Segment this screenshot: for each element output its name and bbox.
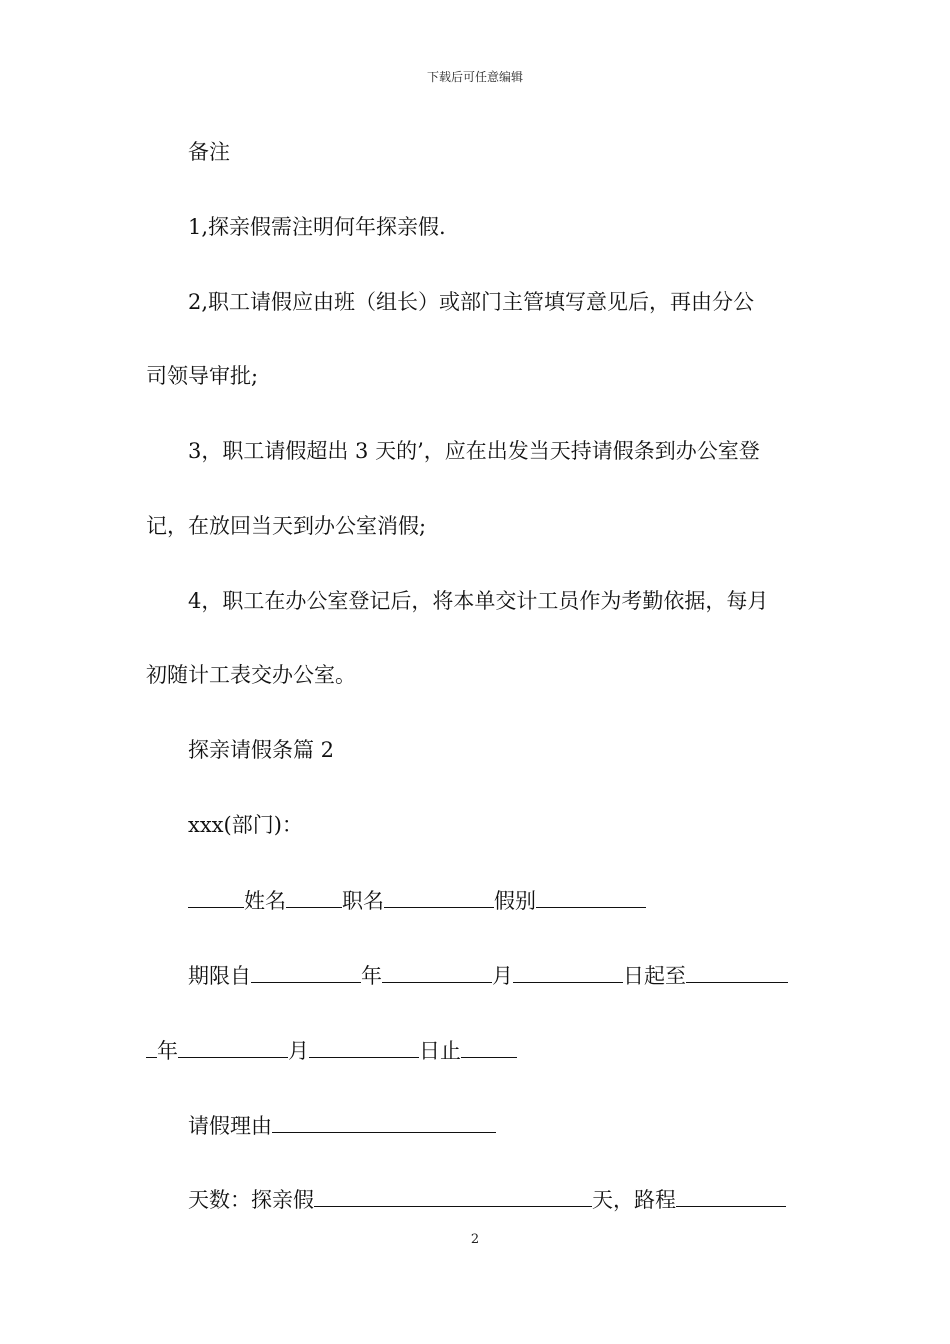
year-label: 年 xyxy=(157,1039,178,1063)
form-days-row xyxy=(188,1184,848,1214)
department-line: xxx(部门)： xyxy=(188,813,303,837)
blank-underline xyxy=(178,1035,288,1058)
note-3-line-2: 记，在放回当天到办公室消假; xyxy=(146,514,427,538)
blank-underline xyxy=(536,885,646,908)
blank-underline xyxy=(146,1035,157,1058)
blank-underline xyxy=(384,885,494,908)
leave-type-label: 假别 xyxy=(494,889,536,913)
blank-underline xyxy=(676,1184,786,1207)
form-period-row-1 xyxy=(188,960,848,990)
position-label: 职名 xyxy=(342,889,384,913)
note-3-line-1: 3，职工请假超出 3 天的’，应在出发当天持请假条到办公室登 xyxy=(188,439,760,463)
note-2-line-2: 司领导审批; xyxy=(146,364,259,388)
day-start-label: 日起至 xyxy=(623,964,686,988)
blank-underline xyxy=(513,960,623,983)
form-reason-row xyxy=(188,1110,848,1140)
day-end-label: 日止 xyxy=(419,1039,461,1063)
days-label: 天数：探亲假 xyxy=(188,1188,314,1212)
blank-underline xyxy=(188,885,244,908)
page-header: 下载后可任意编辑 xyxy=(426,70,523,84)
name-label: 姓名 xyxy=(244,889,286,913)
month-label: 月 xyxy=(492,964,513,988)
blank-underline xyxy=(309,1035,419,1058)
reason-label: 请假理由 xyxy=(188,1114,272,1138)
form-name-row xyxy=(188,885,848,915)
blank-underline xyxy=(686,960,788,983)
period-from-label: 期限自 xyxy=(188,964,251,988)
section-heading-notes: 备注 xyxy=(188,140,230,164)
page-number: 2 xyxy=(470,1232,480,1247)
blank-underline xyxy=(314,1184,592,1207)
blank-underline xyxy=(461,1035,517,1058)
year-label: 年 xyxy=(361,964,382,988)
blank-underline xyxy=(286,885,342,908)
blank-underline xyxy=(251,960,361,983)
blank-underline xyxy=(272,1110,496,1133)
note-2-line-1: 2,职工请假应由班（组长）或部门主管填写意见后，再由分公 xyxy=(188,290,755,314)
month-label: 月 xyxy=(288,1039,309,1063)
blank-underline xyxy=(382,960,492,983)
day-unit-label: 天，路程 xyxy=(592,1188,676,1212)
note-1: 1,探亲假需注明何年探亲假. xyxy=(188,215,446,239)
note-4-line-2: 初随计工表交办公室。 xyxy=(146,663,356,687)
form-period-row-2 xyxy=(146,1035,806,1065)
section-title: 探亲请假条篇 2 xyxy=(188,738,335,762)
note-4-line-1: 4，职工在办公室登记后，将本单交计工员作为考勤依据，每月 xyxy=(188,589,769,613)
